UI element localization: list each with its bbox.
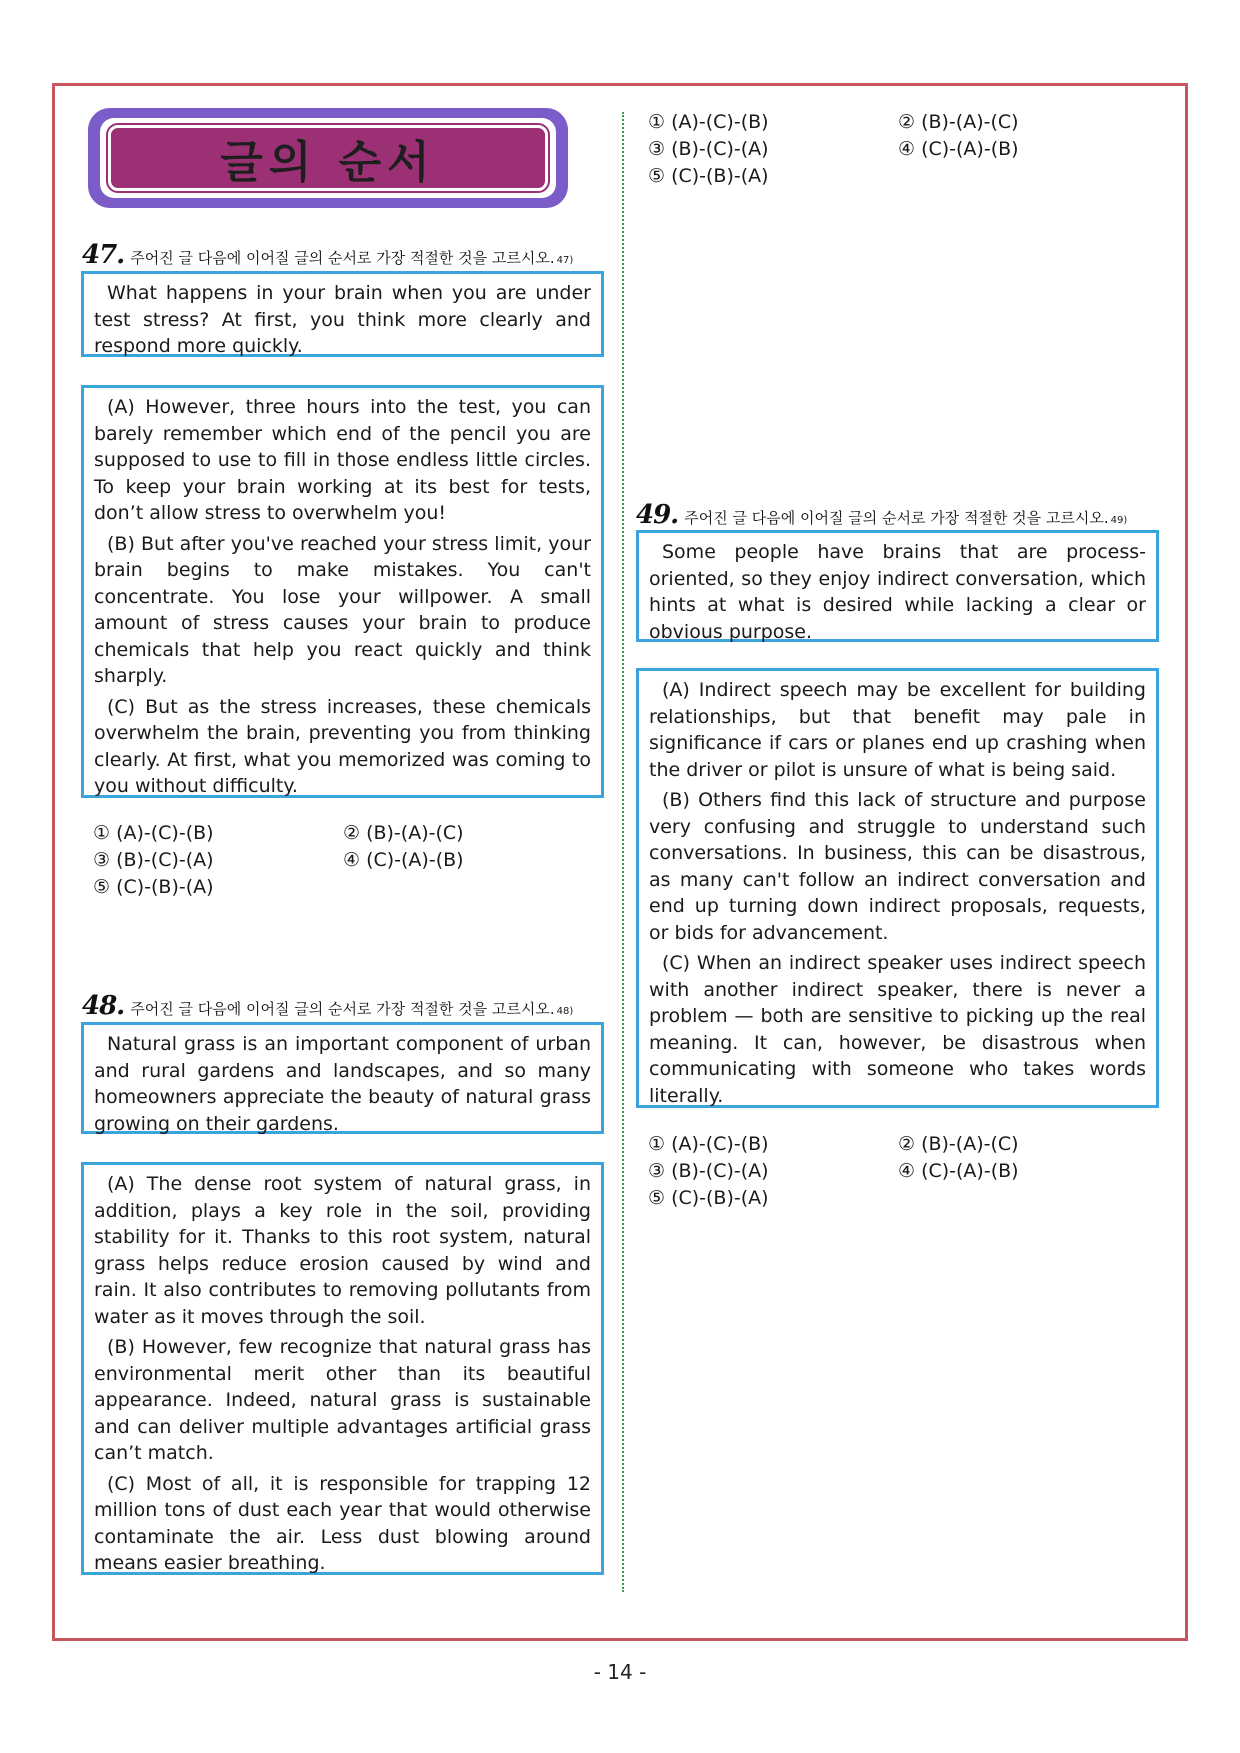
- column-divider: [622, 112, 624, 1592]
- choice-2[interactable]: ② (B)-(A)-(C): [898, 111, 1019, 133]
- choice-4[interactable]: ④ (C)-(A)-(B): [343, 849, 464, 871]
- choice-2[interactable]: ② (B)-(A)-(C): [898, 1133, 1019, 1155]
- choice-2[interactable]: ② (B)-(A)-(C): [343, 822, 464, 844]
- question-number: 48.: [82, 991, 125, 1021]
- paragraph-b: (B) Others find this lack of structure and purpose very confusing and struggle to understand such conversations. In business, this can be disastrous, as many can't follow an indirect conversation and end up turning down indirect proposals, requests, or bids for advancement.: [649, 789, 1146, 944]
- choice-3[interactable]: ③ (B)-(C)-(A): [648, 1160, 769, 1182]
- paragraph-b: (B) However, few recognize that natural grass has environmental merit other than its beautiful appearance. Indeed, natural grass is sustainable and can deliver multiple advantages artificial grass can’t match.: [94, 1336, 591, 1464]
- given-passage-box: [636, 530, 1159, 642]
- choice-4[interactable]: ④ (C)-(A)-(B): [898, 138, 1019, 160]
- question-number: 47.: [82, 240, 125, 270]
- section-title-banner: [88, 108, 568, 208]
- choice-1[interactable]: ① (A)-(C)-(B): [648, 1133, 769, 1155]
- page-number: - 14 -: [593, 1660, 647, 1684]
- paragraph-a: (A) The dense root system of natural grass, in addition, plays a key role in the soil, providing stability for it. Thanks to this root system, natural grass helps reduce erosion caused by wind and rain. It also contributes to removing pollutants from water as it moves through the soil.: [94, 1173, 591, 1328]
- choice-1[interactable]: ① (A)-(C)-(B): [648, 111, 769, 133]
- paragraph-a: (A) However, three hours into the test, you can barely remember which end of the pencil you are supposed to use to fill in those endless little circles. To keep your brain working at its best for tests, don’t allow stress to overwhelm you!: [94, 396, 591, 524]
- given-passage: Some people have brains that are process-oriented, so they enjoy indirect conversation, which hints at what is desired while lacking a clear or obvious purpose.: [649, 541, 1146, 643]
- choice-5[interactable]: ⑤ (C)-(B)-(A): [93, 876, 214, 898]
- footnote-marker: 48): [556, 1006, 574, 1017]
- ordering-paragraphs-box: [81, 385, 604, 798]
- question-49-header: [636, 500, 1127, 530]
- given-passage: Natural grass is an important component of urban and rural gardens and landscapes, and so many homeowners appreciate the beauty of natural grass growing on their gardens.: [94, 1033, 591, 1135]
- question-prompt: 주어진 글 다음에 이어질 글의 순서로 가장 적절한 것을 고르시오.: [130, 249, 555, 267]
- choice-5[interactable]: ⑤ (C)-(B)-(A): [648, 165, 769, 187]
- paragraph-c: (C) Most of all, it is responsible for trapping 12 million tons of dust each year that would otherwise contaminate the air. Less dust blowing around means easier breathing.: [94, 1472, 591, 1574]
- paragraph-c: (C) But as the stress increases, these chemicals overwhelm the brain, preventing you from thinking clearly. At first, what you memorized was coming to you without difficulty.: [94, 695, 591, 797]
- question-prompt: 주어진 글 다음에 이어질 글의 순서로 가장 적절한 것을 고르시오.: [684, 509, 1109, 527]
- question-prompt: 주어진 글 다음에 이어질 글의 순서로 가장 적절한 것을 고르시오.: [130, 1000, 555, 1018]
- choice-1[interactable]: ① (A)-(C)-(B): [93, 822, 214, 844]
- given-passage-box: [81, 1022, 604, 1134]
- section-title: 글의 순서: [220, 137, 436, 188]
- ordering-paragraphs-box: [636, 668, 1159, 1108]
- question-number: 49.: [636, 500, 679, 530]
- ordering-paragraphs-box: [81, 1162, 604, 1575]
- answer-choices: [648, 110, 1148, 189]
- paragraph-b: (B) But after you've reached your stress limit, your brain begins to make mistakes. You can't concentrate. You lose your willpower. A small amount of stress causes your brain to produce chemicals that help you react quickly and think sharply.: [94, 532, 591, 687]
- question-48-header: [82, 991, 573, 1021]
- choice-4[interactable]: ④ (C)-(A)-(B): [898, 1160, 1019, 1182]
- footnote-marker: 49): [1110, 515, 1128, 526]
- paragraph-a: (A) Indirect speech may be excellent for building relationships, but that benefit may pale in significance if cars or planes end up crashing when the driver or pilot is unsure of what is being said.: [649, 679, 1146, 781]
- answer-choices: [93, 821, 593, 900]
- choice-3[interactable]: ③ (B)-(C)-(A): [93, 849, 214, 871]
- paragraph-c: (C) When an indirect speaker uses indirect speech with another indirect speaker, there is never a problem — both are sensitive to picking up the real meaning. It can, however, be disastrous when communicating with someone who takes words literally.: [649, 952, 1146, 1107]
- choice-5[interactable]: ⑤ (C)-(B)-(A): [648, 1187, 769, 1209]
- choice-3[interactable]: ③ (B)-(C)-(A): [648, 138, 769, 160]
- given-passage-box: [81, 271, 604, 357]
- given-passage: What happens in your brain when you are under test stress? At first, you think more clearly and respond more quickly.: [94, 282, 591, 357]
- answer-choices: [648, 1132, 1148, 1211]
- footnote-marker: 47): [556, 255, 574, 266]
- question-47-header: [82, 240, 573, 270]
